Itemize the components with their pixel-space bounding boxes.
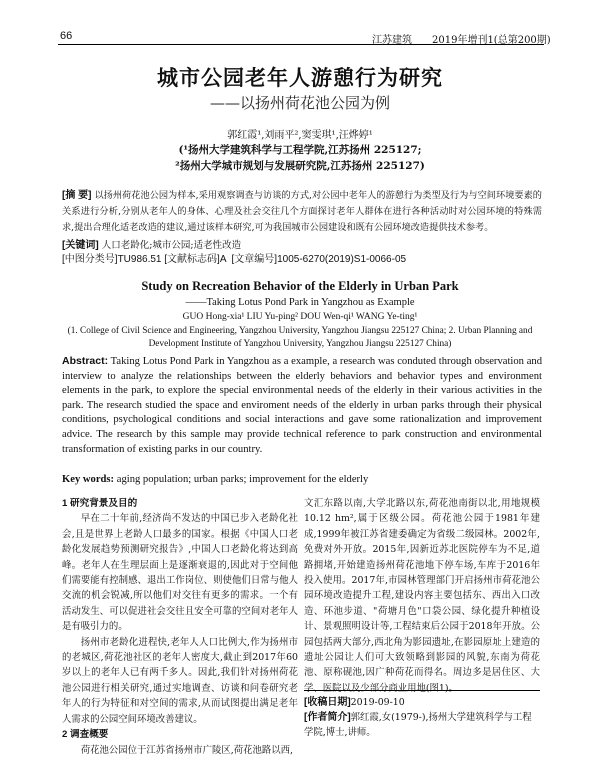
authors-cn: 郭红霞¹,刘雨平²,窦雯琪¹,汪烨婷¹ [227,130,373,141]
journal-name: 江苏建筑 [372,35,412,46]
keywords-cn-text: 人口老龄化;城市公园;适老性改造 [101,240,242,251]
footnote-box [304,690,540,740]
affiliation-cn-1: (¹扬州大学建筑科学与工程学院,江苏扬州 225127; [178,144,422,156]
title-en: Study on Recreation Behavior of the Elderly in Urban Park [141,279,459,293]
keywords-en-text: aging population; urban parks; improvement for the elderly [116,474,369,485]
section-1-title: 1 研究背景及目的 [62,498,138,509]
doc-code-value: A [219,254,226,265]
paragraph-2: 扬州市老龄化进程快,老年人人口比例大,作为扬州市的老城区,荷花池社区的老年人密度大,截止到2017年60岁以上的老年人已有两千多人。因此,我们针对扬州荷花池公园进行相关研究,通过实地调查、访谈和问卷研究老年人的行为特征和对空间的需求,从而试图提出满足老年人需求的公园空间环境改善建议。 [62,636,298,725]
abstract-cn [62,188,542,236]
page-number: 66 [60,30,73,42]
classification-cn [62,250,542,265]
body-column-left [62,496,298,758]
paragraph-1: 早在二十年前,经济尚不发达的中国已步入老龄化社会,且是世界上老龄人口最多的国家。根据《中国人口老龄化发展趋势预测研究报告》,中国人口老龄化将达到高峰。老年人在生理层面上是逐渐衰退的,因此对于空间他们需要能有控制感、退出工作岗位、则使他们日常与他人交流的机会锐减,所以他们对交往有更多的需求。一个有活动发生、可以促进社会交往且安全可靠的空间对老年人是有吸引力的。 [62,513,298,633]
page-subtitle: ——以扬州荷花池公园为例 [209,94,390,112]
abstract-cn-label: [摘 要] [62,190,92,201]
body-column-right [304,496,540,696]
journal-issue: 2019年增刊1(总第200期) [432,35,551,46]
received-label: [收稿日期] [304,697,351,708]
clc-label: [中图分类号] [62,254,118,265]
doc-code-label: [文献标志码] [164,254,220,265]
clc-value: TU986.51 [117,254,162,265]
paragraph-3: 荷花池公园位于江苏省扬州市广陵区,荷花池路以西, [80,744,294,756]
abstract-en-label: Abstract: [62,355,109,367]
keywords-cn-label: [关键词] [62,240,99,251]
author-bio-label: [作者简介] [304,712,351,723]
affiliation-en-2: Development Institute of Yangzhou University, Yangzhou Jiangsu 225127 China) [148,339,452,349]
section-2-title: 2 调查概要 [62,729,109,741]
abstract-cn-text: 以扬州荷花池公园为样本,采用观察调查与访谈的方式,对公园中老年人的游憩行为类型及行为与空间环境要素的关系进行分析,分别从老年人的身体、心理及社会交往几个方面探讨老年人群体在进行各种活动时对公园环境的特殊需求,提出合理化适老改造的建议,通过该样本研究,可为我国城市公园建设和既有公园环境改造提供技术参考。 [62,190,542,233]
affiliation-en-1: (1. College of Civil Science and Engineering, Yangzhou University, Yangzhou Jiangsu 225127 China; 2. Urban Planning and [67,326,533,336]
author-bio-value: 郭红霞,女(1979-),扬州大学建筑科学与工程学院,博士,讲师。 [304,712,532,738]
abstract-en [62,354,542,457]
affiliation-cn-2: ²扬州大学城市规划与发展研究院,江苏扬州 225127) [175,160,425,172]
keywords-en [62,474,542,485]
received-value: 2019-09-10 [350,697,405,708]
keywords-cn [62,236,542,251]
subtitle-en: ——Taking Lotus Pond Park in Yangzhou as Example [185,297,415,308]
abstract-en-text: Taking Lotus Pond Park in Yangzhou as a example, a research was conduted through observation and interview to analyze the relationships between the elderly behaviors and behavior types and environment elements in the park, to explore the special environmental needs of the elderly in their various activities in the park. The research studied the space and enviroment needs of the elderly in urban parks through their physical conditions, psychological conditions and social interactions and gave some rationalization and improvement advice. The research by this sample may provide technical reference to park construction and environmental transformation of existing parks in our country. [62,356,542,455]
keywords-en-label: Key words: [62,474,115,485]
paragraph-4: 文汇东路以南,大学北路以东,荷花池南街以北,用地规模10.12 hm²,属于区级公园。荷花池公园于1981年建成,1999年被江苏省建委确定为省级二级园林。2002年,免费对外开放。2015年,因新近苏北医院停车为不足,道路拥堵,开始建造扬州荷花池地下停车场,车库于2016年投入使用。2017年,市园林管理部门开启扬州市荷花池公园环境改造提升工程,建设内容主要包括东、西出入口改造、环池步道、"荷塘月色"口袋公园、绿化提升种植设计、景观照明设计等,工程结束后公园于2018年开放。公园包括两大部分,西北角为影园遗址,在影园原址上建造的遗址公园让人们可大致领略到影园的风貌,东南为荷花池、原称砚池,因广种荷花而得名。周边多是居住区、大学、医院以及少部分商业用地(图1)。 [304,498,540,694]
page-title: 城市公园老年人游憩行为研究 [157,65,443,90]
authors-en: GUO Hong-xia¹ LIU Yu-ping² DOU Wen-qi¹ WANG Ye-ting¹ [182,312,418,322]
header-rule [58,44,544,45]
article-id-value: 1005-6270(2019)S1-0066-05 [277,254,407,265]
article-id-label: [文章编号] [231,254,278,265]
